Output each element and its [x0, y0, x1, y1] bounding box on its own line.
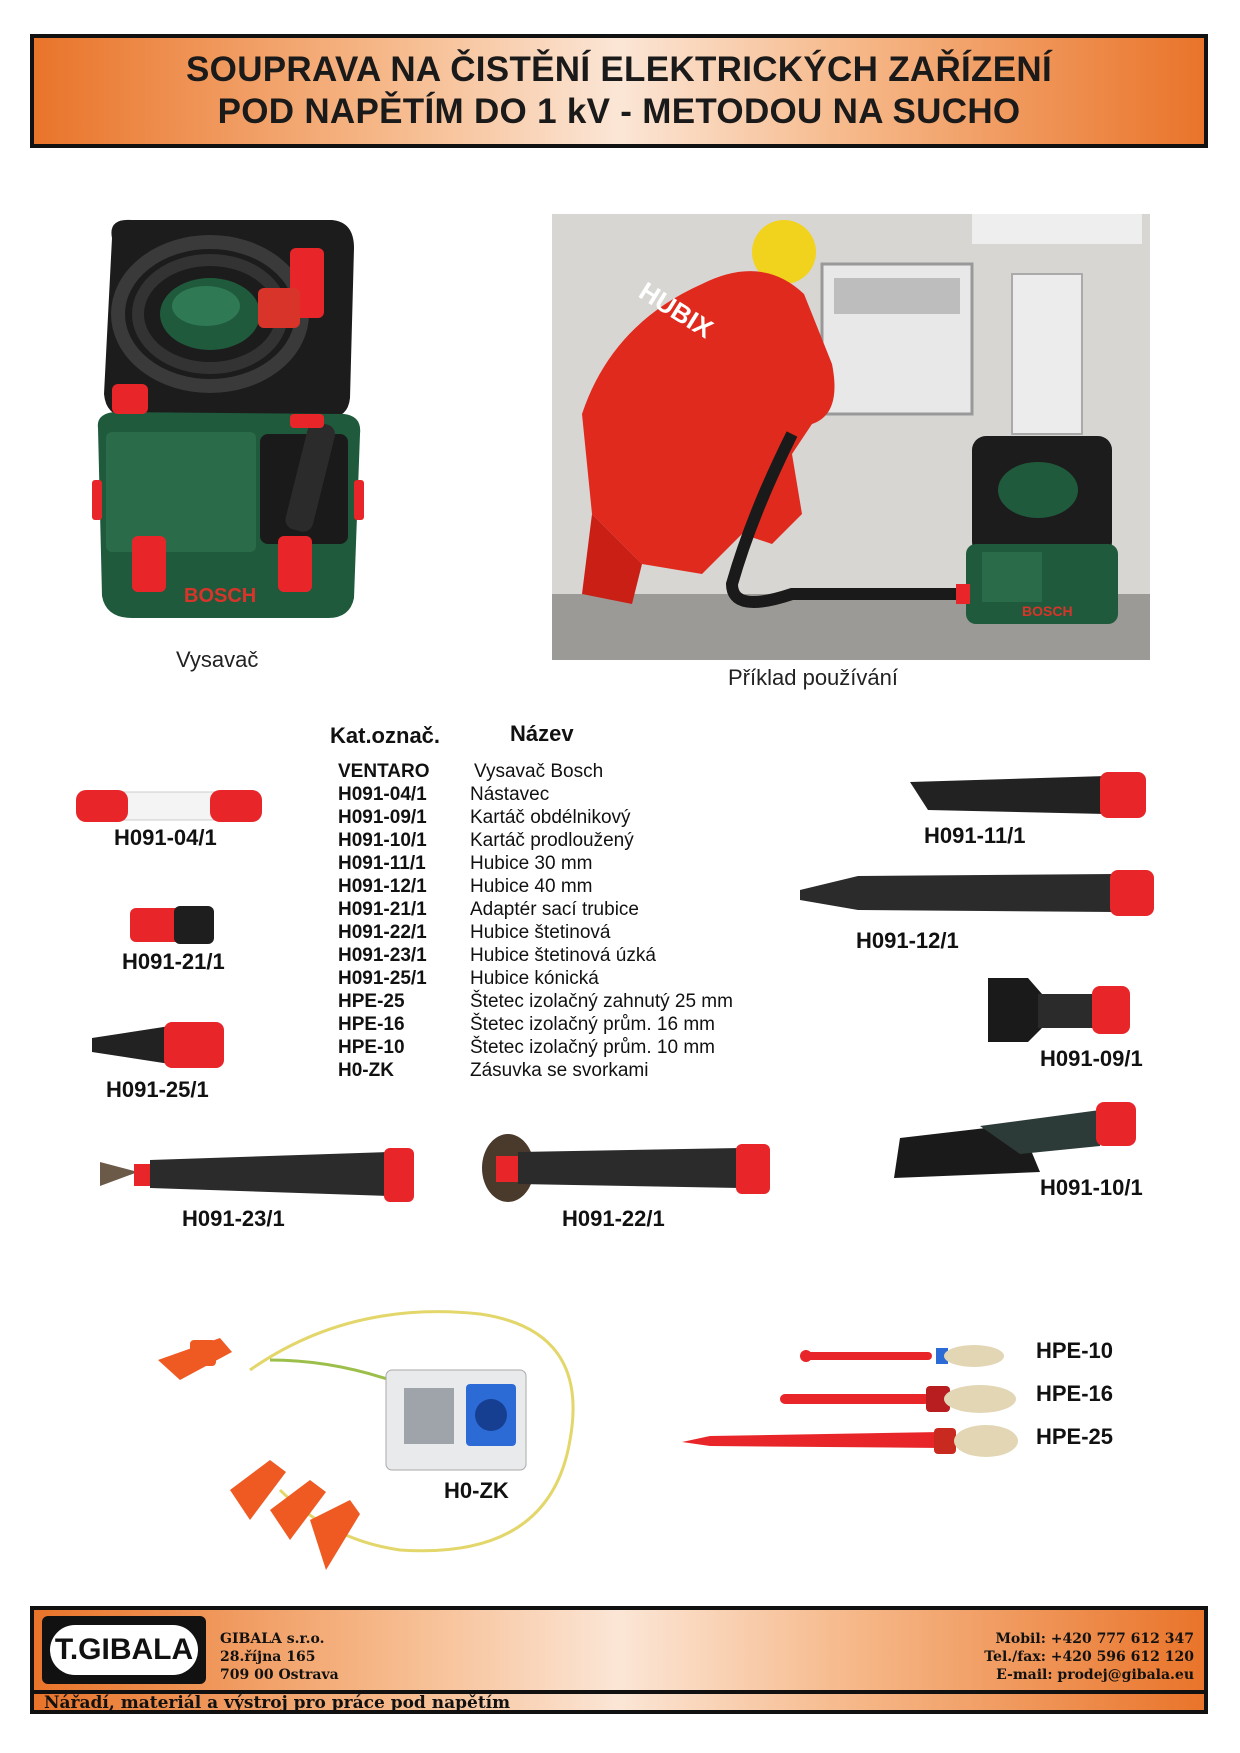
- company-street: 28.října 165: [220, 1649, 316, 1665]
- company-city: 709 00 Ostrava: [220, 1667, 339, 1683]
- label-hpe-10: HPE-10: [1036, 1338, 1114, 1363]
- extension-tube-image: [76, 786, 262, 826]
- table-row: H0-ZK Zásuvka se svorkami: [338, 1060, 649, 1081]
- table-header-code: Kat.označ.: [330, 723, 441, 748]
- label-h091-25: H091-25/1: [106, 1077, 209, 1102]
- title-line-1: SOUPRAVA NA ČISTĚNÍ ELEKTRICKÝCH ZAŘÍZENÍ: [186, 50, 1052, 89]
- nozzle-30mm-image: [906, 770, 1148, 820]
- label-h091-09: H091-09/1: [1040, 1046, 1143, 1071]
- label-h091-11: H091-11/1: [924, 823, 1026, 848]
- footer-contact-block: [984, 1630, 1194, 1684]
- label-h091-22: H091-22/1: [562, 1206, 665, 1231]
- company-name: GIBALA s.r.o.: [220, 1631, 325, 1647]
- company-logo: [42, 1616, 206, 1684]
- table-row: HPE-25 Štetec izolačný zahnutý 25 mm: [338, 991, 733, 1012]
- table-row: H091-25/1 Hubice kónická: [338, 968, 599, 989]
- table-row: HPE-10 Štetec izolačný prům. 10 mm: [338, 1037, 715, 1058]
- label-hpe-25: HPE-25: [1036, 1424, 1114, 1449]
- conical-nozzle-image: [90, 1022, 226, 1068]
- adapter-image: [130, 904, 216, 946]
- nozzle-40mm-image: [798, 868, 1158, 918]
- contact-telfax: Tel./fax: +420 596 612 120: [984, 1649, 1194, 1665]
- label-h091-10: H091-10/1: [1040, 1175, 1143, 1200]
- table-row: H091-23/1 Hubice štetinová úzká: [338, 945, 656, 966]
- extended-brush-image: [890, 1098, 1140, 1184]
- usage-photo: [552, 214, 1150, 660]
- rectangular-brush-image: [984, 972, 1134, 1048]
- table-row: H091-21/1 Adaptér sací trubice: [338, 899, 639, 920]
- case-brand-text: BOSCH: [184, 585, 257, 607]
- suit-brand-text: HUBIX: [633, 275, 719, 345]
- socket-with-clamps-image: [150, 1300, 600, 1600]
- insulated-brushes-image: [680, 1338, 1020, 1462]
- label-h091-23: H091-23/1: [182, 1206, 285, 1231]
- table-row: VENTARO Vysavač Bosch: [338, 761, 604, 782]
- footer-slogan: Nářadí, materiál a výstroj pro práce pod napětím: [44, 1693, 511, 1713]
- vacuum-case-image: [92, 218, 372, 638]
- table-header-name: Název: [510, 721, 574, 746]
- usage-caption: Příklad používání: [728, 665, 898, 690]
- vacuum-caption: Vysavač: [176, 647, 259, 672]
- narrow-bristle-nozzle-image: [98, 1142, 418, 1208]
- title-line-2: POD NAPĚTÍM DO 1 kV - METODOU NA SUCHO: [217, 92, 1021, 131]
- table-row: H091-04/1 Nástavec: [338, 784, 550, 805]
- table-row: H091-22/1 Hubice štetinová: [338, 922, 611, 943]
- footer-company-block: [220, 1630, 339, 1684]
- table-row: H091-10/1 Kartáč prodloužený: [338, 830, 634, 851]
- contact-mobile: Mobil: +420 777 612 347: [995, 1631, 1194, 1647]
- table-row: H091-12/1 Hubice 40 mm: [338, 876, 593, 897]
- title-banner: [30, 34, 1208, 148]
- logo-text: T.GIBALA: [50, 1625, 198, 1675]
- label-h091-12: H091-12/1: [856, 928, 959, 953]
- table-row: HPE-16 Štetec izolačný prům. 16 mm: [338, 1014, 715, 1035]
- bristle-nozzle-image: [468, 1130, 774, 1206]
- usage-case-brand-text: BOSCH: [1022, 603, 1073, 619]
- contact-email[interactable]: E-mail: prodej@gibala.eu: [996, 1667, 1194, 1683]
- table-row: H091-11/1 Hubice 30 mm: [338, 853, 593, 874]
- label-hpe-16: HPE-16: [1036, 1381, 1114, 1406]
- table-row: H091-09/1 Kartáč obdélnikový: [338, 807, 631, 828]
- label-h0-zk: H0-ZK: [444, 1478, 509, 1503]
- label-h091-21: H091-21/1: [122, 949, 225, 974]
- label-h091-04: H091-04/1: [114, 825, 217, 850]
